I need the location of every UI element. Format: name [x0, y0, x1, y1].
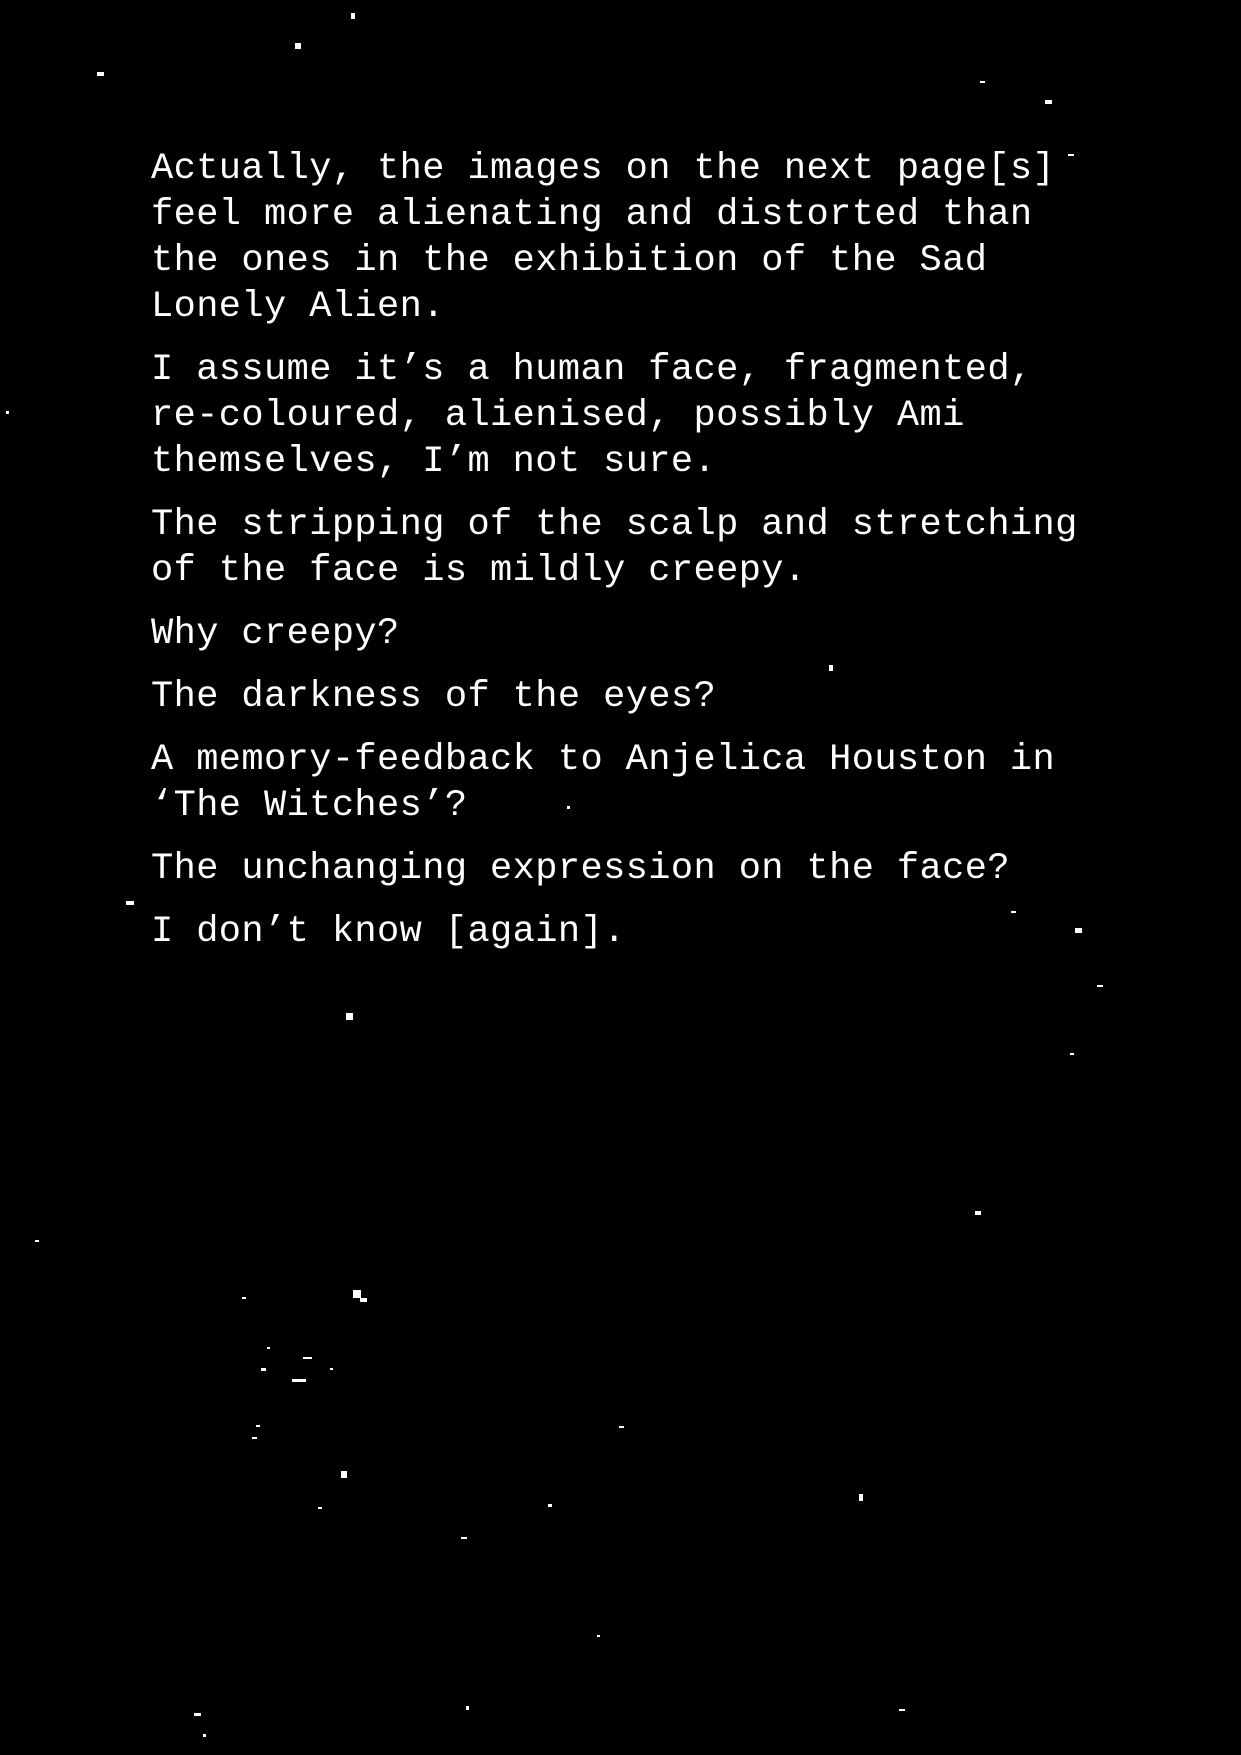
noise-speck — [252, 1437, 257, 1439]
noise-speck — [126, 901, 134, 905]
paragraph-8 — [151, 909, 1131, 955]
noise-speck — [330, 1368, 333, 1370]
noise-speck — [975, 1211, 981, 1215]
text-line: I don’t know [again]. — [151, 911, 626, 953]
noise-speck — [1045, 100, 1052, 104]
text-line: ‘The Witches’? — [151, 785, 468, 827]
paragraph-6 — [151, 737, 1131, 829]
noise-speck — [261, 1368, 266, 1371]
noise-speck — [303, 1357, 312, 1359]
noise-speck — [256, 1425, 260, 1427]
noise-speck — [859, 1494, 863, 1501]
text-line: the ones in the exhibition of the Sad — [151, 240, 988, 282]
noise-speck — [360, 1298, 367, 1302]
text-line: Actually, the images on the next page[s] — [151, 148, 1056, 190]
noise-speck — [548, 1504, 552, 1507]
text-line: Why creepy? — [151, 613, 400, 655]
paragraph-1 — [151, 146, 1131, 330]
paragraph-2 — [151, 347, 1131, 485]
paragraph-7 — [151, 846, 1131, 892]
text-line: themselves, I’m not sure. — [151, 441, 717, 483]
noise-speck — [295, 43, 301, 49]
text-line: The unchanging expression on the face? — [151, 848, 1010, 890]
noise-speck — [597, 1635, 600, 1637]
noise-speck — [351, 13, 355, 19]
paragraph-3 — [151, 502, 1131, 594]
noise-speck — [292, 1379, 306, 1382]
noise-speck — [353, 1290, 361, 1298]
text-line: I assume it’s a human face, fragmented, — [151, 349, 1033, 391]
noise-speck — [6, 411, 9, 414]
paragraph-5 — [151, 674, 1131, 720]
noise-speck — [97, 72, 104, 76]
noise-speck — [1097, 985, 1103, 987]
text-line: The stripping of the scalp and stretching — [151, 504, 1078, 546]
noise-speck — [203, 1734, 206, 1737]
text-line: Lonely Alien. — [151, 286, 445, 328]
noise-speck — [461, 1537, 467, 1539]
text-line: of the face is mildly creepy. — [151, 550, 807, 592]
text-line: A memory-feedback to Anjelica Houston in — [151, 739, 1056, 781]
noise-speck — [242, 1297, 246, 1299]
text-line: feel more alienating and distorted than — [151, 194, 1033, 236]
noise-speck — [980, 81, 985, 83]
paragraph-4 — [151, 611, 1131, 657]
text-line: re-coloured, alienised, possibly Ami — [151, 395, 965, 437]
noise-speck — [1070, 1053, 1074, 1055]
document-body — [151, 146, 1131, 972]
noise-speck — [466, 1706, 469, 1710]
noise-speck — [35, 1240, 39, 1242]
noise-speck — [267, 1347, 270, 1349]
noise-speck — [318, 1507, 322, 1509]
text-line: The darkness of the eyes? — [151, 676, 717, 718]
noise-speck — [341, 1471, 347, 1478]
noise-speck — [619, 1426, 624, 1428]
noise-speck — [346, 1013, 353, 1020]
noise-speck — [194, 1713, 201, 1716]
noise-speck — [899, 1709, 905, 1711]
